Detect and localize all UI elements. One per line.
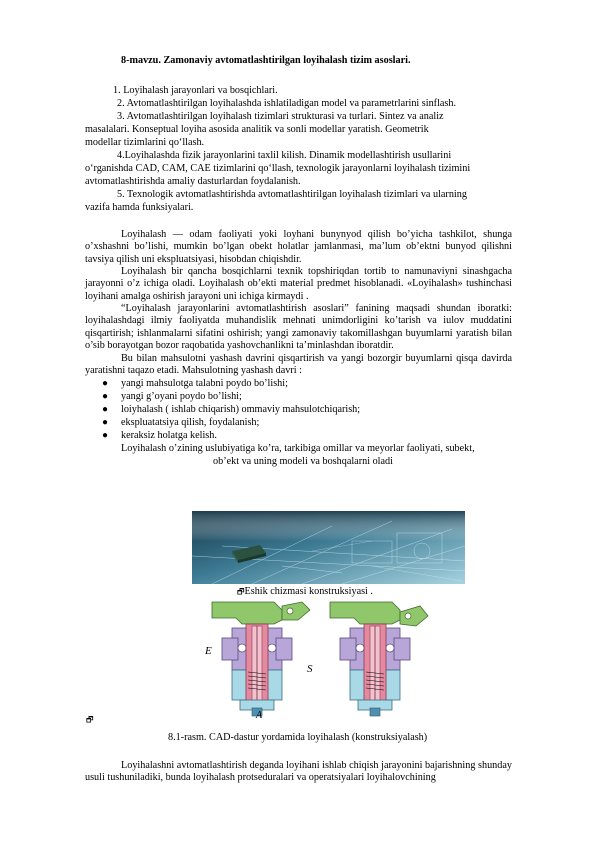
methodology-line-2: ob’ekt va uning modeli va boshqalarni oladi xyxy=(213,456,393,467)
question-3-line-3: modellar tizimlarini qo‘llash. xyxy=(85,137,205,148)
methodology-line-1: Loyihalash o’zining uslubiyatiga ko’ra, tarkibiga omillar va meyorlar faoliyati, subekt, xyxy=(121,443,475,454)
question-3-line-2: masalalari. Konseptual loyiha asosida analitik va sonli modellar yaratish. Geometrik xyxy=(85,124,429,135)
question-5-line-1: 5. Texnologik avtomatlashtirishda avtomatlashtirilgan loyihalash tizimlari va ularning xyxy=(117,189,467,200)
label-a: A xyxy=(256,710,263,718)
question-2: 2. Avtomatlashtirilgan loyihalashda ishlatiladigan model va parametrlarini sinflash. xyxy=(117,98,457,109)
paragraph-lifecycle: Bu bilan mahsulotni yashash davrini qisqartirish va yangi bozorgir buyumlarni qisqa davirda yaratishni taqazo etadi. Mahsulotning yashash davri : xyxy=(85,353,512,377)
paragraph-definition: Loyihalash — odam faoliyati yoki loyhani bunynyod qilish bo’yicha tashkilot, shunga o’xshashni bo’lishi, mumkin bo’lgan obekt holatlar jamlanmasi, ma’lum ob’ektni bunyod qilishni tavsiya qilish uni ekspluatsiyasi, hisobdan chiqishdir. xyxy=(85,229,512,265)
cad-blueprint-photo xyxy=(192,511,465,584)
paragraph-stages: Loyihalash bir qancha bosqichlarni texnik topshiriqdan tortib to namunaviyni sinashgacha jarayonni o’z ichiga oladi. Loyihalash ob’ekti material predmet hisoblanadi. «Loyihalash» tushinchasi loyihani amalga oshirish jarayoni uni ichiga kirmaydi . xyxy=(85,266,512,302)
lecture-title: 8-mavzu. Zamonaviy avtomatlashtirilgan loyihalash tizim asoslari. xyxy=(121,55,411,66)
image-placeholder-icon: 🗗 xyxy=(86,715,94,724)
list-item: ● ekspluatatsiya qilish, foydalanish; xyxy=(102,417,260,428)
question-4-line-1: 4.Loyihalashda fizik jarayonlarini taxlil kilish. Dinamik modellashtirish usullarini xyxy=(117,150,452,161)
photo-caption: 🗗Eshik chizmasi konstruksiyasi . xyxy=(237,586,373,597)
figure-caption: 8.1-rasm. CAD-dastur yordamida loyihalash (konstruksiyalash) xyxy=(168,732,428,743)
question-4-line-3: avtomatlashtirishda amaliy dasturlardan foydalanish. xyxy=(85,176,301,187)
question-5-line-2: vazifa hamda funksiyalari. xyxy=(85,202,194,213)
label-s: S xyxy=(307,663,313,675)
question-4-line-2: o‘rganishda CAD, CAM, CAE tizimlarini qo‘llash, texnologik jarayonlarni loyihalash tizimini xyxy=(85,163,471,174)
question-1: 1. Loyihalash jarayonlari va bosqichlari. xyxy=(113,85,278,96)
list-item: ● loiyhalash ( ishlab chiqarish) ommaviy mahsulotchiqarish; xyxy=(102,404,361,415)
valve-cross-section-diagram xyxy=(202,598,438,718)
paragraph-automation: Loyihalashni avtomatlashtirish deganda loyihani ishlab chiqish jarayonini bajarishning shunday usuli tushuniladiki, bunda loyihalash protseduralari va operatsiyalari loyihalovchining xyxy=(85,760,512,784)
image-placeholder-icon: 🗗 xyxy=(237,587,245,596)
label-e: E xyxy=(205,645,212,657)
list-item: ● yangi mahsulotga talabni poydo bo’lishi; xyxy=(102,378,288,389)
list-item: ● keraksiz holatga kelish. xyxy=(102,430,217,441)
question-3-line-1: 3. Avtomatlashtirilgan loyihalash tizimlari strukturasi va turlari. Sintez va analiz xyxy=(117,111,444,122)
paragraph-aim: “Loyihalash jarayonlarini avtomatlashtirish asoslari” fanining maqsadi shundan iboratki: loyihalashdagi ilmiy faoliyatda muhandislik mehnati unimdorligini ko’tarish va iulov muddatini qisqartirish; ishlanmalarni sifatini oshirish; yangi zamonaviy takomillashgan buyumlarni yaratish bilan o’sib borayotgan bozor raqobatida yashovchanlikni ta’minlashdan iboratdir. xyxy=(85,303,512,352)
list-item: ● yangi g’oyani poydo bo’lishi; xyxy=(102,391,242,402)
